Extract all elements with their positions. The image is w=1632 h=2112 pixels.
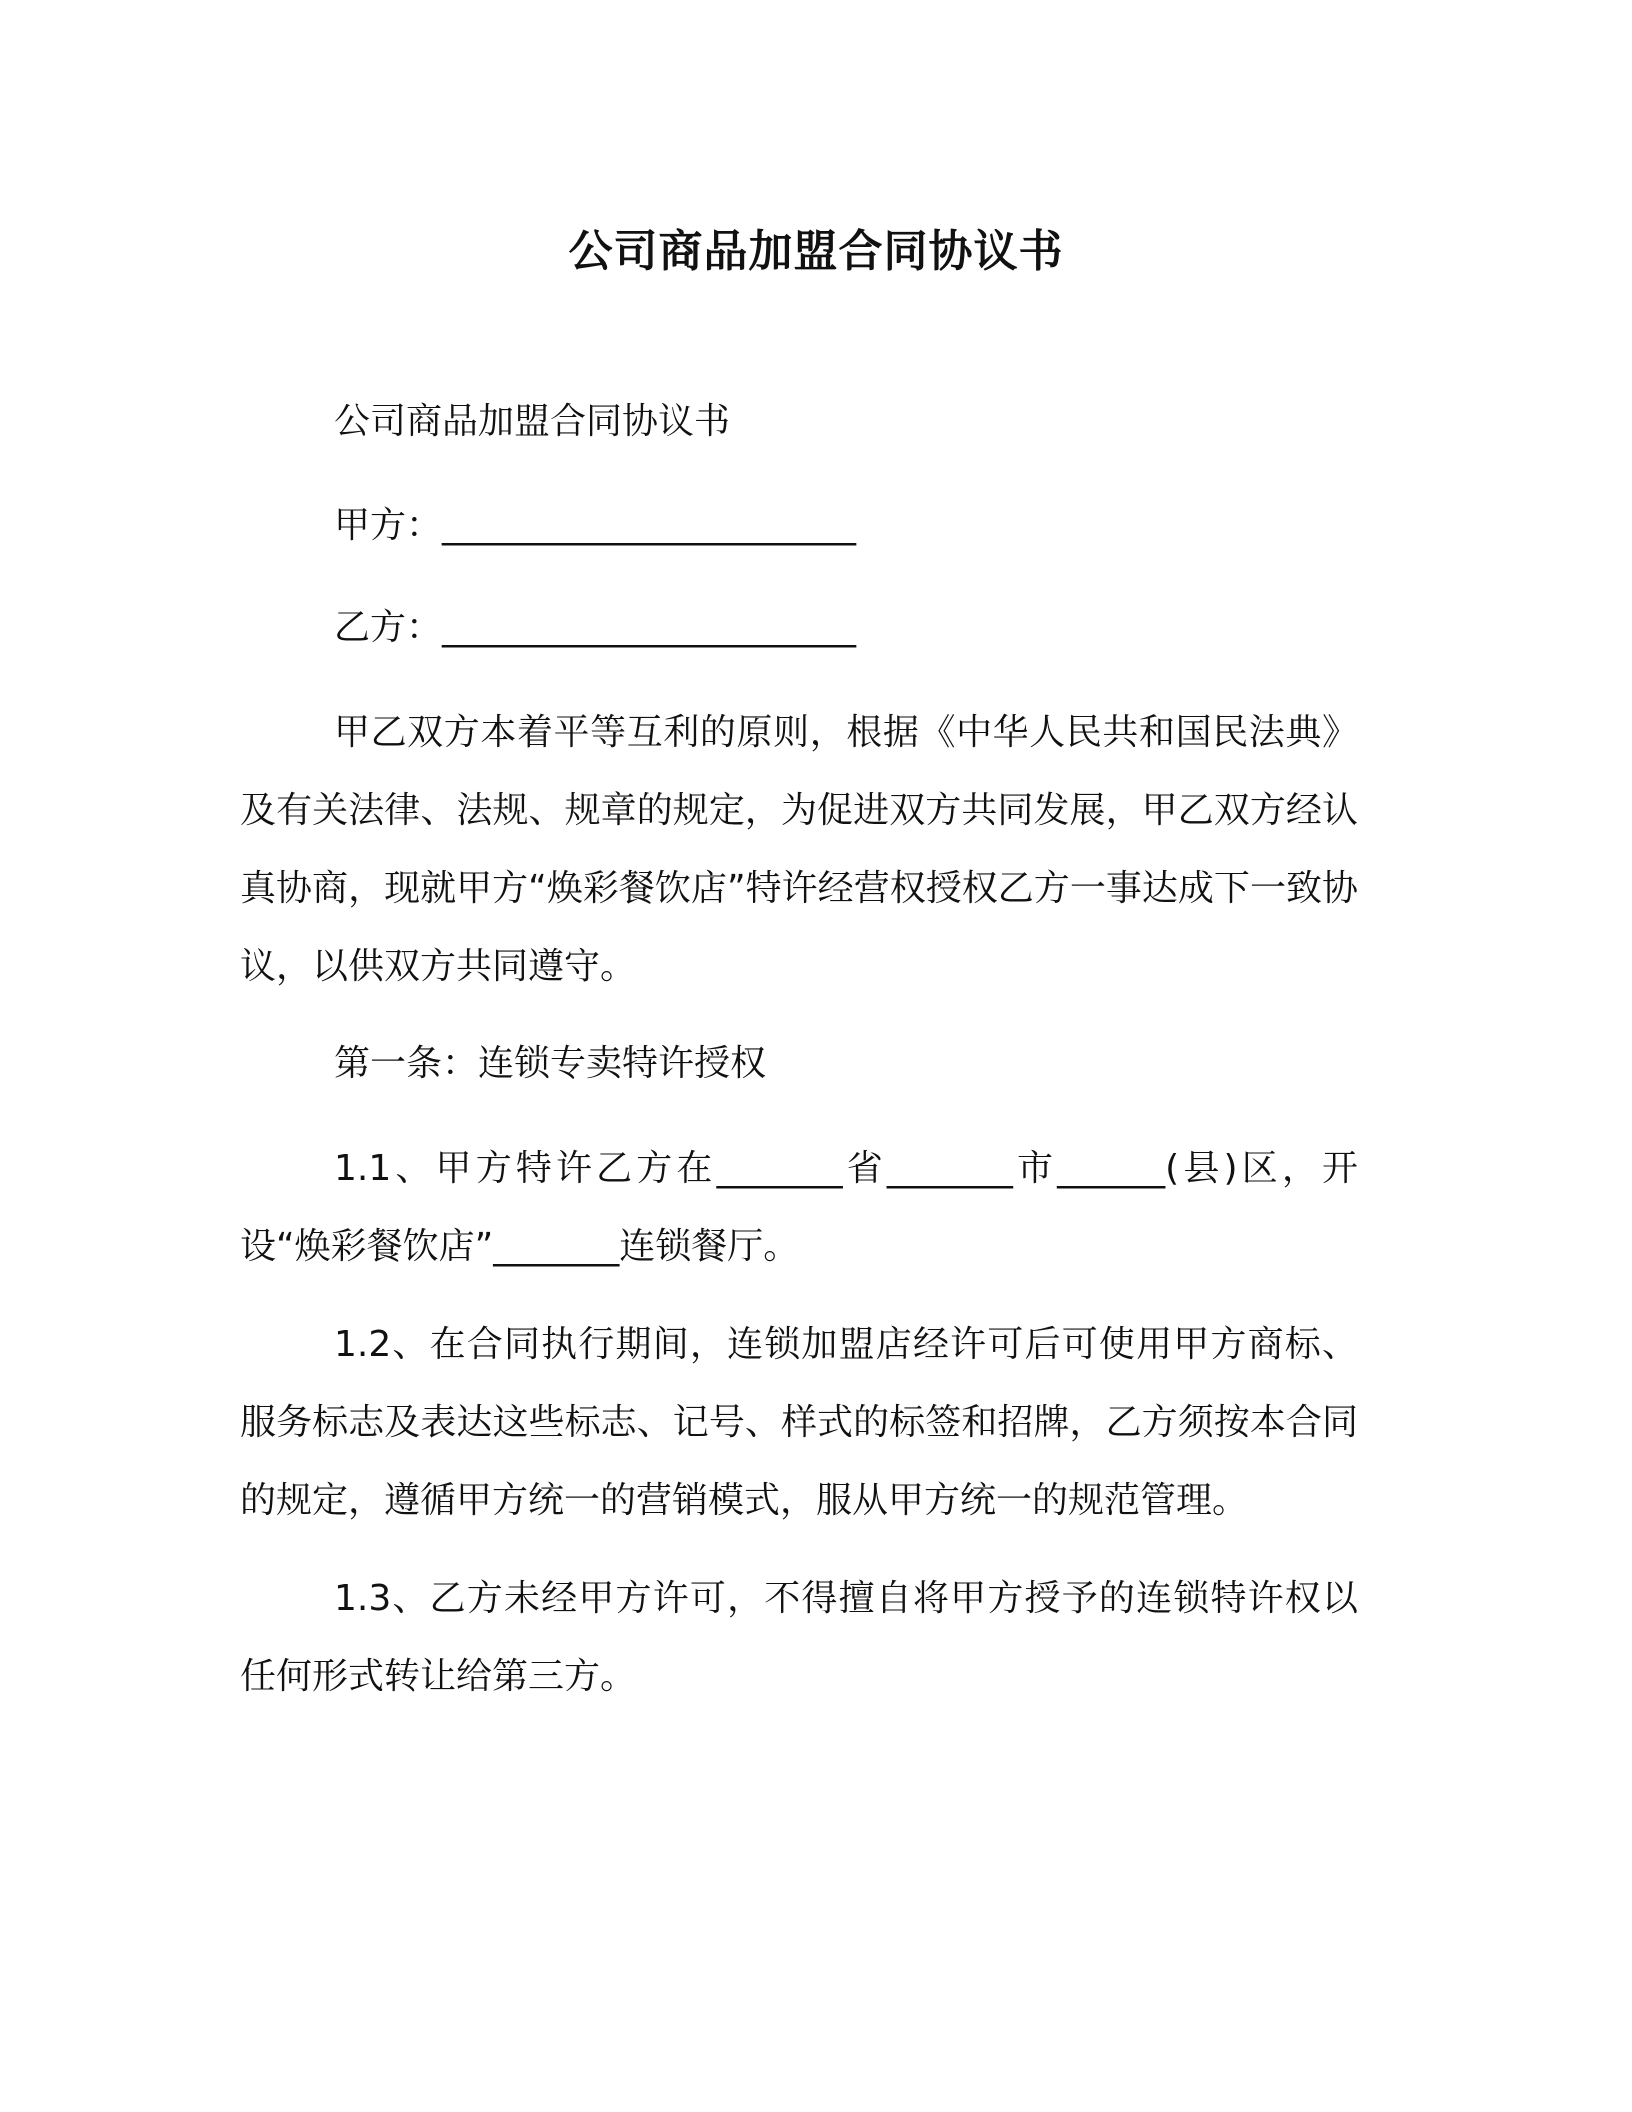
clause-1-3: 1.3、乙方未经甲方许可，不得擅自将甲方授予的连锁特许权以任何形式转让给第三方。 bbox=[240, 1578, 1358, 1697]
clause-1-1: 1.1、甲方特许乙方在_______省_______市______(县)区，开设“焕彩餐饮店”_______连锁餐厅。 bbox=[240, 1148, 1358, 1267]
intro-paragraph: 甲乙双方本着平等互利的原则，根据《中华人民共和国民法典》及有关法律、法规、规章的规定，为促进双方共同发展，甲乙双方经认真协商，现就甲方“焕彩餐饮店”特许经营权授权乙方一事达成下一致协议，以供双方共同遵守。 bbox=[240, 712, 1358, 987]
document-subtitle: 公司商品加盟合同协议书 bbox=[334, 401, 731, 442]
party-b-line: 乙方：_______________________ bbox=[334, 607, 857, 648]
clause-1-2: 1.2、在合同执行期间，连锁加盟店经许可后可使用甲方商标、服务标志及表达这些标志、记号、样式的标签和招牌，乙方须按本合同的规定，遵循甲方统一的营销模式，服从甲方统一的规范管理。 bbox=[240, 1324, 1358, 1521]
party-a-line: 甲方：_______________________ bbox=[334, 505, 857, 546]
article-1-heading: 第一条：连锁专卖特许授权 bbox=[334, 1043, 767, 1084]
document-title: 公司商品加盟合同协议书 bbox=[568, 226, 1064, 277]
